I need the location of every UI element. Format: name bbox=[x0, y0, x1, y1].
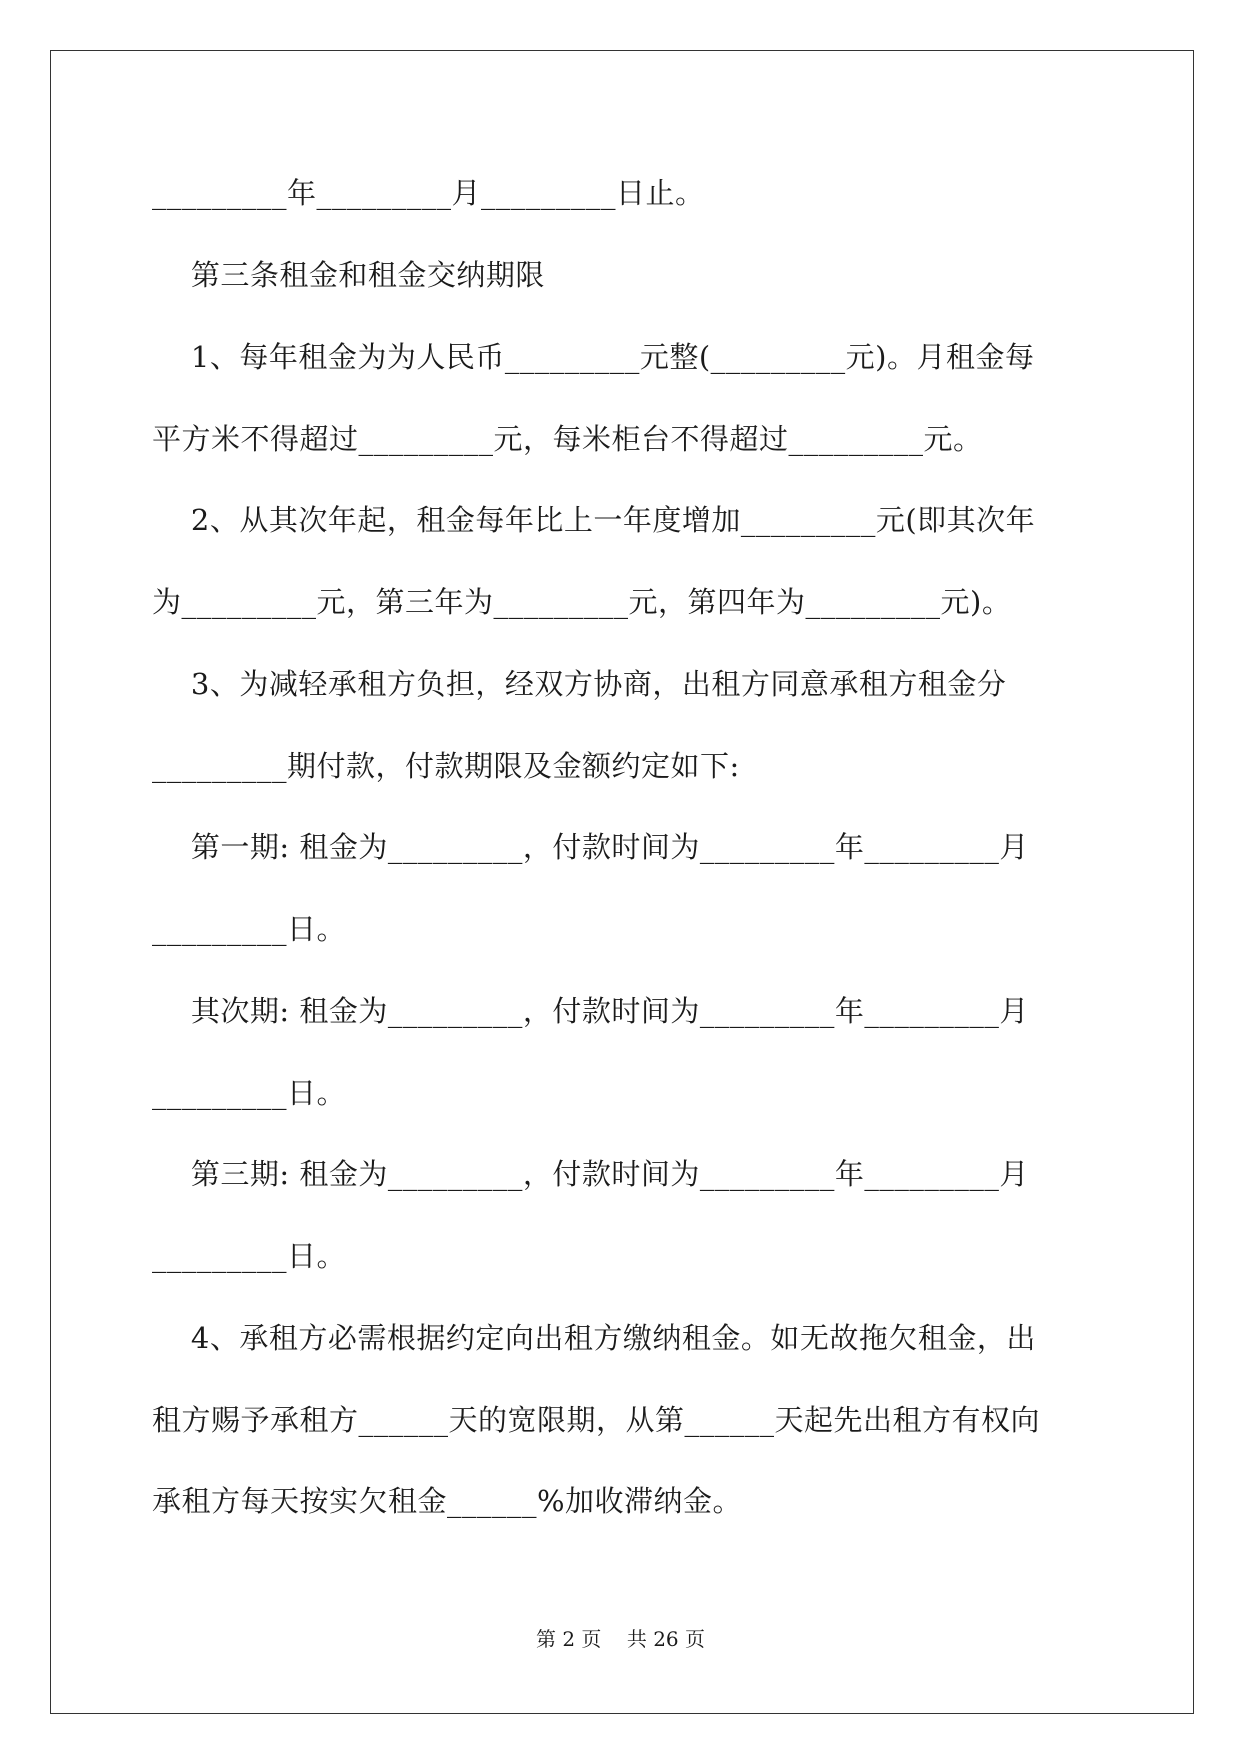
text-line: 为_________元，第三年为_________元，第四年为_________元)。 bbox=[152, 585, 1012, 619]
text-line: _________期付款，付款期限及金额约定如下: bbox=[152, 749, 740, 783]
text-line: 1、每年租金为为人民币_________元整(_________元)。月租金每 bbox=[152, 340, 1035, 374]
page-number: 第 2 页 共 26 页 bbox=[535, 1627, 706, 1651]
text-line: 其次期: 租金为_________，付款时间为_________年_________月 bbox=[152, 994, 1029, 1028]
text-line: 3、为减轻承租方负担，经双方协商，出租方同意承租方租金分 bbox=[152, 667, 1007, 701]
text-line: _________日。 bbox=[152, 912, 347, 946]
text-line: 2、从其次年起，租金每年比上一年度增加_________元(即其次年 bbox=[152, 503, 1036, 537]
text-line: 第三期: 租金为_________，付款时间为_________年_________月 bbox=[152, 1157, 1029, 1191]
text-line: _________年_________月_________日止。 bbox=[152, 176, 705, 210]
section-heading: 第三条租金和租金交纳期限 bbox=[152, 258, 545, 292]
text-line: 承租方每天按实欠租金______%加收滞纳金。 bbox=[152, 1484, 743, 1518]
page-border bbox=[50, 50, 1194, 1714]
text-line: 4、承租方必需根据约定向出租方缴纳租金。如无故拖欠租金，出 bbox=[152, 1321, 1036, 1355]
text-line: 租方赐予承租方______天的宽限期，从第______天起先出租方有权向 bbox=[152, 1403, 1041, 1437]
text-line: 第一期: 租金为_________，付款时间为_________年_________月 bbox=[152, 830, 1029, 864]
text-line: _________日。 bbox=[152, 1239, 347, 1273]
text-line: 平方米不得超过_________元，每米柜台不得超过_________元。 bbox=[152, 422, 983, 456]
text-line: _________日。 bbox=[152, 1076, 347, 1110]
